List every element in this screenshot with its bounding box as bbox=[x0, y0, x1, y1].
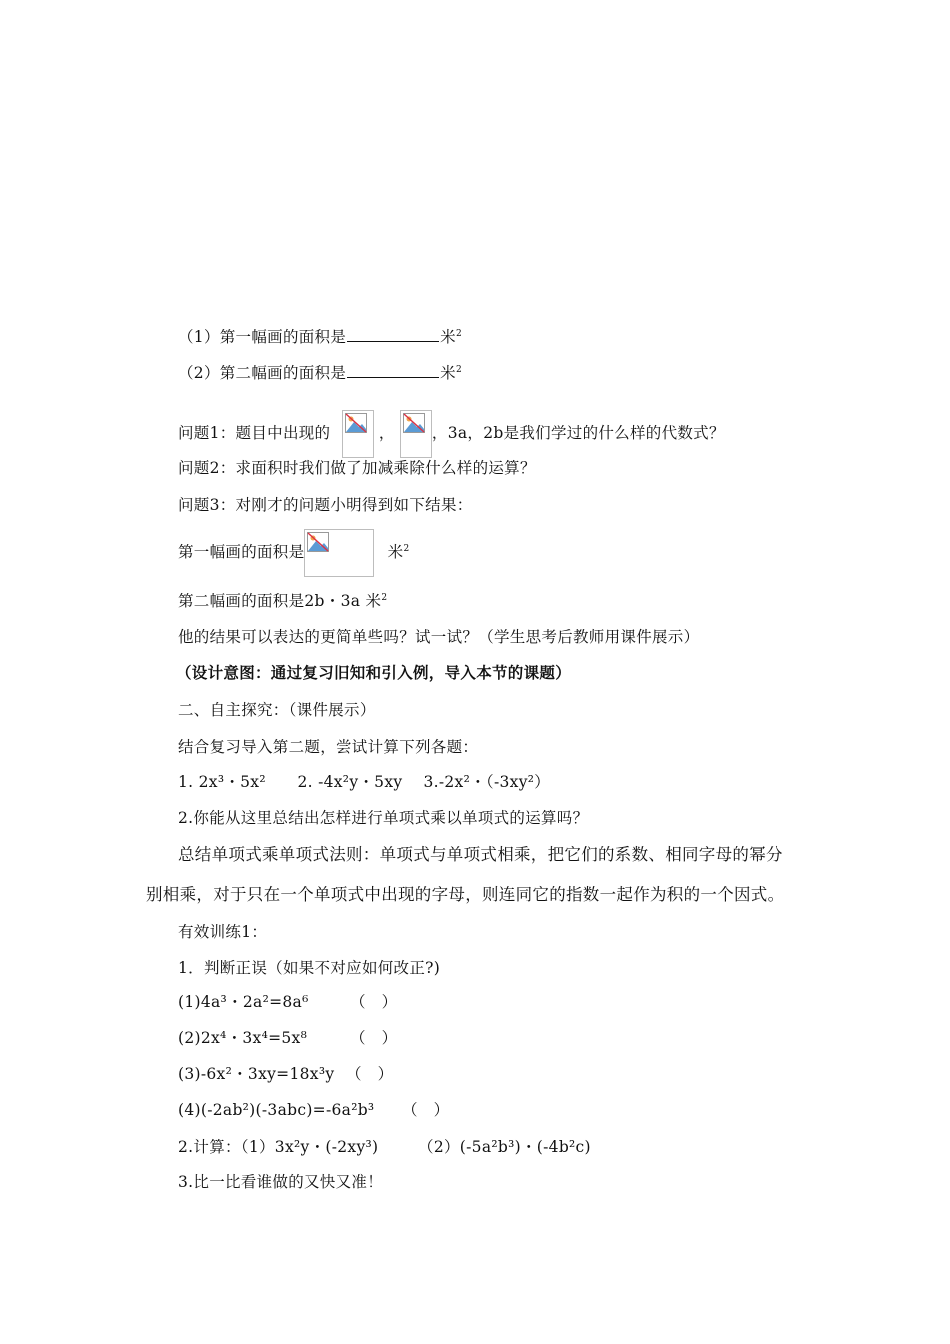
answer-blank-2 bbox=[347, 363, 439, 378]
rule-text-2: 别相乘，对于只在一个单项式中出现的字母，则连同它的指数一起作为积的一个因式。 bbox=[146, 885, 785, 904]
exercise-list: 1. 2x³・5x² 2. -4x²y・5xy 3.-2x²・（-3xy²） bbox=[178, 773, 551, 791]
result-1-text: 第一幅画的面积是 bbox=[178, 543, 305, 561]
judge-item-1 bbox=[178, 992, 398, 1012]
competition-text: 3.比一比看谁做的又快又准！ bbox=[178, 1173, 383, 1191]
answer-paren: （ ） bbox=[346, 1065, 394, 1083]
result-2-text: 第二幅画的面积是2b・3a 米 bbox=[178, 592, 382, 610]
comma-text: ， bbox=[378, 424, 395, 442]
instruction-text: 结合复习导入第二题，尝试计算下列各题： bbox=[178, 738, 479, 756]
judge-item-3 bbox=[178, 1064, 394, 1084]
answer-paren: （ ） bbox=[350, 1029, 398, 1047]
question-2-line bbox=[178, 363, 462, 383]
unit-text: 米 bbox=[440, 364, 456, 382]
design-intent: （设计意图：通过复习旧知和引入例，导入本节的课题） bbox=[176, 663, 572, 682]
superscript: 2 bbox=[403, 543, 410, 554]
superscript: 2 bbox=[455, 364, 463, 375]
image-placeholder-icon bbox=[304, 529, 374, 577]
judge-item-4 bbox=[178, 1100, 450, 1120]
superscript: 2 bbox=[455, 328, 463, 339]
simplify-question: 他的结果可以表达的更简单些吗？试一试？（学生思考后教师用课件展示） bbox=[178, 628, 700, 646]
problem-1-line bbox=[178, 410, 725, 458]
result-1-line bbox=[178, 528, 409, 577]
unit-text: 米 bbox=[440, 328, 456, 346]
section-heading: 二、自主探究：（课件展示） bbox=[178, 701, 376, 719]
superscript: 2 bbox=[381, 592, 388, 603]
rule-text-1: 总结单项式乘单项式法则：单项式与单项式相乘，把它们的系数、相同字母的幂分 bbox=[178, 845, 783, 864]
calculation-question: 2.计算：（1）3x²y・(-2xy³) （2）(-5a²b³)・(-4b²c) bbox=[178, 1138, 591, 1156]
judge-item-text: (3)-6x²・3xy=18x³y bbox=[178, 1065, 335, 1083]
image-placeholder-icon bbox=[342, 410, 374, 458]
answer-paren: （ ） bbox=[402, 1101, 450, 1119]
training-heading: 有效训练1： bbox=[178, 923, 268, 941]
problem-3-text: 问题3：对刚才的问题小明得到如下结果： bbox=[178, 496, 473, 514]
judge-item-text: (4)(-2ab²)(-3abc)=-6a²b³ bbox=[178, 1101, 375, 1119]
summary-question: 2.你能从这里总结出怎样进行单项式乘以单项式的运算吗？ bbox=[178, 809, 589, 827]
judge-item-2 bbox=[178, 1028, 398, 1048]
question-2-text: （2）第二幅画的面积是 bbox=[178, 364, 347, 382]
problem-2-text: 问题2：求面积时我们做了加减乘除什么样的运算？ bbox=[178, 459, 536, 477]
result-2-line bbox=[178, 591, 387, 611]
judge-item-text: (2)2x⁴・3x⁴=5x⁸ bbox=[178, 1029, 308, 1047]
question-1-text: （1）第一幅画的面积是 bbox=[178, 328, 347, 346]
answer-paren: （ ） bbox=[350, 993, 398, 1011]
judge-heading: 1．判断正误（如果不对应如何改正?) bbox=[178, 959, 441, 977]
image-placeholder-icon bbox=[400, 410, 432, 458]
judge-item-text: (1)4a³・2a²=8a⁶ bbox=[178, 993, 309, 1011]
problem-1-text: 问题1：题目中出现的 bbox=[178, 424, 331, 442]
unit-text: 米 bbox=[387, 543, 404, 561]
problem-1-rest: ，3a，2b是我们学过的什么样的代数式？ bbox=[431, 424, 725, 442]
question-1-line bbox=[178, 327, 462, 347]
answer-blank-1 bbox=[347, 327, 439, 342]
